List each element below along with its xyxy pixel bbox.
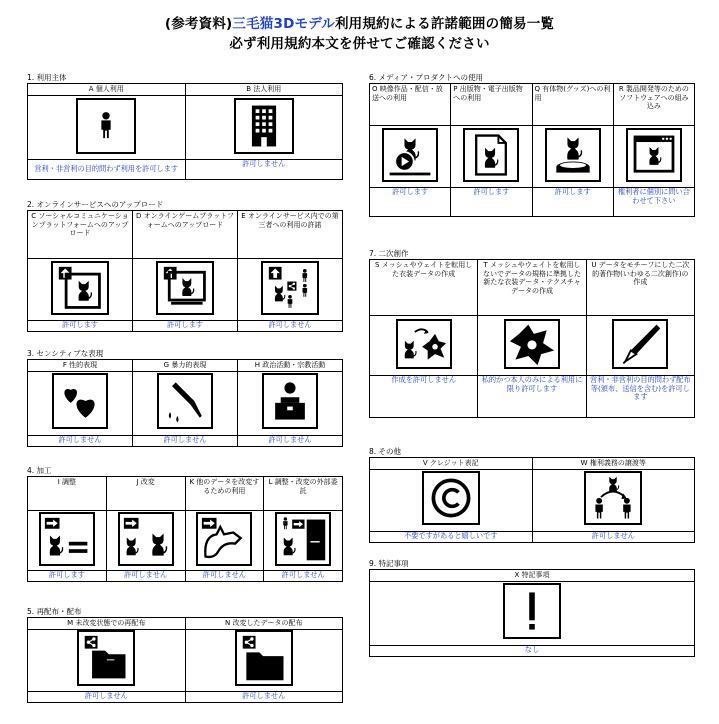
podium-icon (262, 373, 318, 429)
permission-table (369, 83, 695, 217)
section-title: 5. 再配布・配布 (27, 607, 82, 616)
permission-result: 許可しません (238, 435, 343, 446)
permission-table (369, 457, 695, 543)
title-suffix: 利用規約による許諾範囲の簡易一覧 (334, 16, 555, 32)
section-title: 9. 特記事項 (369, 559, 409, 568)
section-others (369, 446, 695, 543)
item-label: M 未改変状態での再配布 (28, 618, 186, 630)
item-label: D オンラインゲームプラットフォームへのアップロード (133, 211, 238, 259)
title-prefix: (参考資料) (164, 16, 233, 32)
office-building-icon (234, 98, 294, 154)
sns-upload-icon (51, 261, 109, 315)
knife-icon (157, 373, 213, 429)
permission-result: 許可しません (185, 691, 343, 702)
figure-goods-icon (545, 128, 601, 182)
exclamation-icon (503, 583, 561, 639)
section-title: 8. その他 (369, 447, 402, 456)
item-label: W 権利義務の譲渡等 (532, 458, 695, 470)
permission-result: 権利者に個別に問い合わせて下さい (613, 188, 694, 217)
section-title: 4. 加工 (27, 466, 52, 475)
video-icon (382, 128, 438, 182)
outsource-icon (275, 512, 331, 566)
permission-result: 許可します (28, 321, 133, 332)
hearts-icon (52, 373, 108, 429)
item-label: N 改変したデータの配布 (185, 618, 343, 630)
transfer-rights-icon (584, 471, 642, 525)
item-label: I 調整 (28, 477, 107, 511)
permission-result: 許可しません (238, 321, 343, 332)
item-label: O 映像作品・配信・放送への利用 (370, 84, 451, 126)
section-derivative-works (369, 248, 695, 418)
section-media-products (369, 72, 695, 217)
section-title: 3. センシティブな表現 (27, 349, 104, 358)
permission-result: 不要ですがあると嬉しいです (370, 531, 533, 542)
page-title (0, 12, 719, 32)
permission-result: 許可しません (532, 531, 695, 542)
permission-result: 許可します (28, 571, 107, 582)
permission-result: 許可します (133, 321, 238, 332)
item-label: P 出版物・電子出版物への利用 (451, 84, 532, 126)
section-usage-subject (27, 72, 343, 180)
redistribute-icon (77, 630, 135, 686)
item-label: E オンラインサービス内での第三者への利用の許諾 (238, 211, 343, 259)
new-costume-icon (504, 319, 560, 369)
item-label: K 他のデータを改変するための利用 (185, 477, 264, 511)
item-label: R 製品開発等のためのソフトウェアへの組み込み (613, 84, 694, 126)
permission-table (27, 617, 343, 703)
item-label: L 調整・改変の外部委託 (264, 477, 343, 511)
permission-table (27, 359, 343, 447)
permission-result: 許可しません (28, 691, 186, 702)
permission-table (369, 569, 695, 657)
modify-icon (118, 512, 174, 566)
item-label: A 個人利用 (28, 84, 186, 96)
title-model-name: 三毛猫3Dモデル (232, 16, 335, 32)
item-label: T メッシュやウェイトを転用しないでデータの規格に準拠した新たな衣装データ・テクスチャデータの作成 (478, 260, 586, 316)
section-online-upload (27, 199, 343, 332)
section-title: 2. オンラインサービスへのアップロード (27, 200, 164, 209)
use-for-other-icon (196, 512, 252, 566)
section-processing (27, 465, 343, 582)
pen-icon (612, 319, 668, 369)
item-label: Q 有体物(グッズ)への利用 (532, 84, 613, 126)
item-label: J 改変 (106, 477, 185, 511)
permission-result: 許可しません (133, 435, 238, 446)
publication-icon (463, 128, 519, 182)
section-redistribution (27, 606, 343, 703)
item-label: C ソーシャルコミュニケーションプラットフォームへのアップロード (28, 211, 133, 259)
section-sensitive-expression (27, 348, 343, 447)
permission-result: 許可します (532, 188, 613, 217)
permission-result: 営利・非営利の目的問わず配布等(頒布、送信を含む)を許可します (586, 376, 694, 418)
item-label: H 政治活動・宗教活動 (238, 360, 343, 372)
item-label: V クレジット表記 (370, 458, 533, 470)
item-label: F 性的表現 (28, 360, 133, 372)
page-subtitle: 必ず利用規約本文を併せてご確認ください (229, 36, 490, 52)
game-upload-icon (156, 261, 214, 315)
copyright-icon (422, 471, 480, 525)
software-window-icon (626, 128, 682, 182)
permission-result: 許可しません (28, 435, 133, 446)
permission-result: 私的かつ本人のみによる利用に限り許可します (478, 376, 586, 418)
permission-result: 営利・非営利の目的問わず利用を許可します (28, 160, 186, 180)
permission-result: 許可しません (185, 160, 343, 180)
section-special-notes (369, 558, 695, 657)
adjust-icon (39, 512, 95, 566)
item-label: S メッシュやウェイトを転用した衣装データの作成 (370, 260, 478, 316)
permission-result: 許可しません (264, 571, 343, 582)
permission-table (27, 210, 343, 332)
permission-result: 許可します (370, 188, 451, 217)
person-icon (76, 98, 136, 154)
distribute-modified-icon (235, 630, 293, 686)
share-third-party-icon (261, 261, 319, 315)
permission-result: 許可します (451, 188, 532, 217)
section-title: 7. 二次創作 (369, 249, 409, 258)
item-label: U データをモチーフにした二次的著作物(いわゆる二次創作)の作成 (586, 260, 694, 316)
item-label: B 法人利用 (185, 84, 343, 96)
permission-result: 許可しません (185, 571, 264, 582)
section-title: 1. 利用主体 (27, 73, 67, 82)
permission-result: 作成を許可しません (370, 376, 478, 418)
permission-result: 許可しません (106, 571, 185, 582)
section-title: 6. メディア・プロダクトへの使用 (369, 73, 483, 82)
permission-table (369, 259, 695, 418)
item-label: X 特記事項 (370, 570, 695, 582)
permission-table (27, 476, 343, 582)
costume-transfer-icon (396, 319, 452, 369)
permission-table (27, 83, 343, 180)
permission-result: なし (370, 645, 695, 656)
item-label: G 暴力的表現 (133, 360, 238, 372)
